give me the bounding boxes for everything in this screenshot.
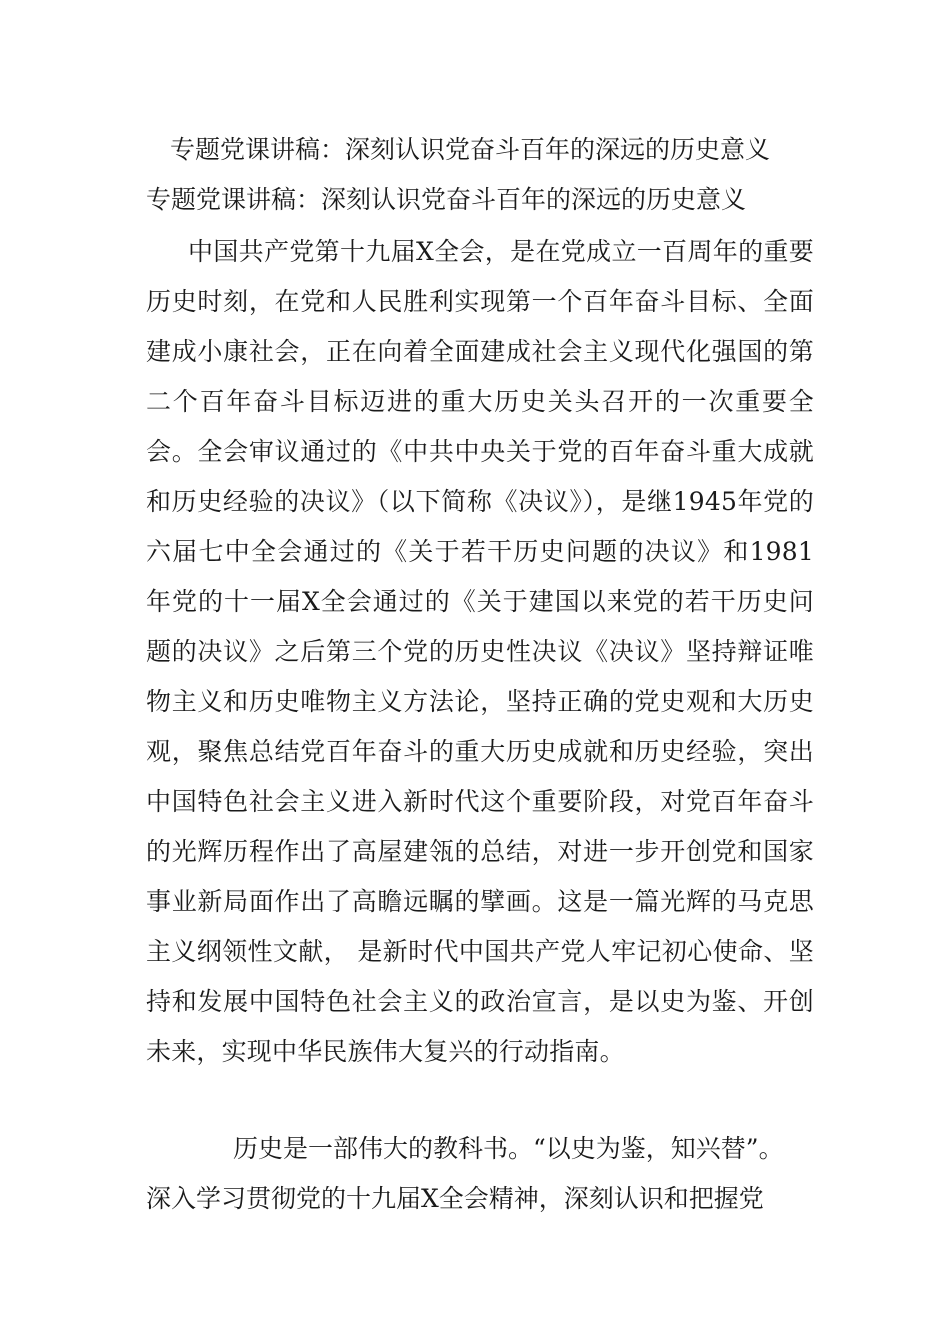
document-subtitle: 专题党课讲稿：深刻认识党奋斗百年的深远的历史意义: [146, 185, 747, 214]
body-paragraph-1: 中国共产党第十九届X全会，是在党成立一百周年的重要历史时刻，在党和人民胜利实现第一个百年奋斗目标、全面建成小康社会，正在向着全面建成社会主义现代化强国的第二个百年奋斗目标迈进的重大历史关头召开的一次重要全会。全会审议通过的《中共中央关于党的百年奋斗重大成就和历史经验的决议》（以下简称《决议》），是继1945年党的六届七中全会通过的《关于若干历史问题的决议》和1981年党的十一届X全会通过的《关于建国以来党的若干历史问题的决议》之后第三个党的历史性决议《决议》坚持辩证唯物主义和历史唯物主义方法论，坚持正确的党史观和大历史观，聚焦总结党百年奋斗的重大历史成就和历史经验，突出中国特色社会主义进入新时代这个重要阶段，对党百年奋斗的光辉历程作出了高屋建瓴的总结，对进一步开创党和国家事业新局面作出了高瞻远瞩的擘画。这是一篇光辉的马克思主义纲领性文献， 是新时代中国共产党人牢记初心使命、坚持和发展中国特色社会主义的政治宣言，是以史为鉴、开创未来，实现中华民族伟大复兴的行动指南。: [146, 237, 814, 1066]
paragraph-2-line-1: 历史是一部伟大的教科书。“以史为鉴，知兴替”。: [233, 1134, 784, 1163]
document-title: 专题党课讲稿：深刻认识党奋斗百年的深远的历史意义: [170, 135, 771, 164]
body-paragraph-2: [146, 1124, 846, 1224]
paragraph-2-line-2: 深入学习贯彻党的十九届X全会精神，深刻认识和把握党: [146, 1184, 764, 1213]
